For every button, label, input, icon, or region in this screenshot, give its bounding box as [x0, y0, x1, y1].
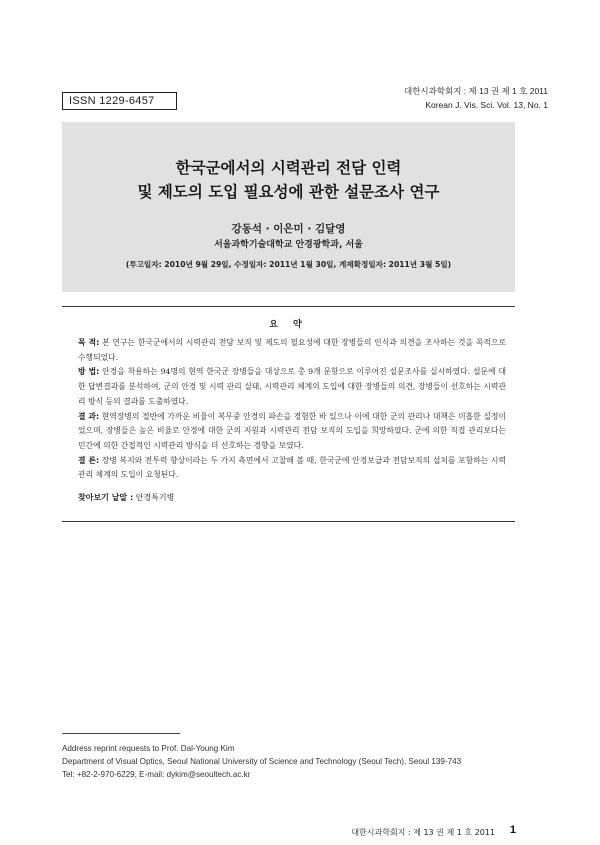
abstract-purpose-text: 본 연구는 한국군에서의 시력관리 전담 보직 및 제도의 필요성에 대한 장병들의 인식과 의견을 조사하는 것을 목적으로 수행되었다. [78, 338, 506, 362]
authors: 강동석 · 이은미 · 김달영 [231, 223, 346, 235]
abstract-top-rule [62, 306, 515, 307]
abstract-results-label: 결 과: [78, 411, 100, 421]
paper-title-line-1: 한국군에서의 시력관리 전담 인력 [175, 159, 402, 177]
keywords [78, 492, 174, 503]
abstract-methods-label: 방 법: [78, 367, 100, 377]
abstract-purpose [78, 336, 506, 365]
footnote-contact: Tel: +82-2-970-6229, E-mail: dykim@seoultech.ac.kr [62, 770, 251, 779]
abstract-conclusion-text: 장병 복지와 전투력 향상이라는 두 가지 측면에서 고찰해 볼 때, 한국군에 안경보급과 전담보직의 설치를 포함하는 시력관리 체계의 도입이 요청된다. [78, 455, 506, 480]
abstract-methods-text: 안경을 착용하는 94명의 현역 한국군 장병들을 대상으로 총 9개 문항으로 이루어진 설문조사를 실시하였다. 설문에 대한 답변결과를 분석하여, 군의 안경 및 시력 관리 실태, 시력관리 체계의 도입에 대한 장병들의 의견, 장병들이 선호하는 시력관리 방식 등의 결과를 도출하였다. [78, 367, 506, 406]
journal-header [404, 84, 548, 112]
affiliation: 서울과학기술대학교 안경광학과, 서울 [214, 240, 363, 250]
footnote-rule [62, 733, 180, 734]
abstract-body [78, 336, 506, 483]
footer-journal: 대한시과학회지 : 제 13 권 제 1 호 2011 [351, 828, 495, 837]
abstract-results [78, 410, 506, 454]
abstract-conclusion-label: 결 론: [78, 455, 100, 465]
footnote-reprint: Address reprint requests to Prof. Dal-Young Kim [62, 744, 235, 753]
abstract-conclusion [78, 454, 506, 483]
footnote-address: Department of Visual Optics, Seoul National University of Science and Technology (Seoul Tech), Seoul 139-743 [62, 757, 462, 766]
abstract-bottom-rule [62, 521, 515, 522]
journal-header-english: Korean J. Vis. Sci. Vol. 13, No. 1 [425, 100, 548, 110]
paper-title-line-2: 및 제도의 도입 필요성에 관한 설문조사 연구 [137, 183, 440, 201]
page-number: 1 [509, 824, 516, 836]
submission-dates: (투고일자: 2010년 9월 29일, 수정일자: 2011년 1월 30일, 게재확정일자: 2011년 3월 5일) [125, 260, 452, 269]
issn-box: ISSN 1229-6457 [62, 92, 177, 110]
footnote [62, 742, 542, 781]
abstract-results-text: 현역장병의 절반에 가까운 비율이 복무중 안경의 파손을 경험한 바 있으나 이에 대한 군의 관리나 대책은 미흡한 실정이었으며, 장병들은 높은 비율로 안경에 대한 군의 지원과 시력관리 전담 보직의 도입을 희망하였다. 군에 의한 직접 관리보다는 민간에 의한 간접적인 시력관리 방식을 더 선호하는 경향을 보였다. [78, 411, 506, 450]
keywords-label: 찾아보기 낱말 : [78, 493, 134, 502]
abstract-purpose-label: 목 적: [78, 338, 100, 347]
abstract-methods [78, 365, 506, 409]
keywords-value: 안경특기병 [133, 493, 175, 502]
journal-header-korean: 대한시과학회지 : 제 13 권 제 1 호 2011 [403, 86, 548, 96]
abstract-heading: 요 약 [269, 320, 308, 330]
